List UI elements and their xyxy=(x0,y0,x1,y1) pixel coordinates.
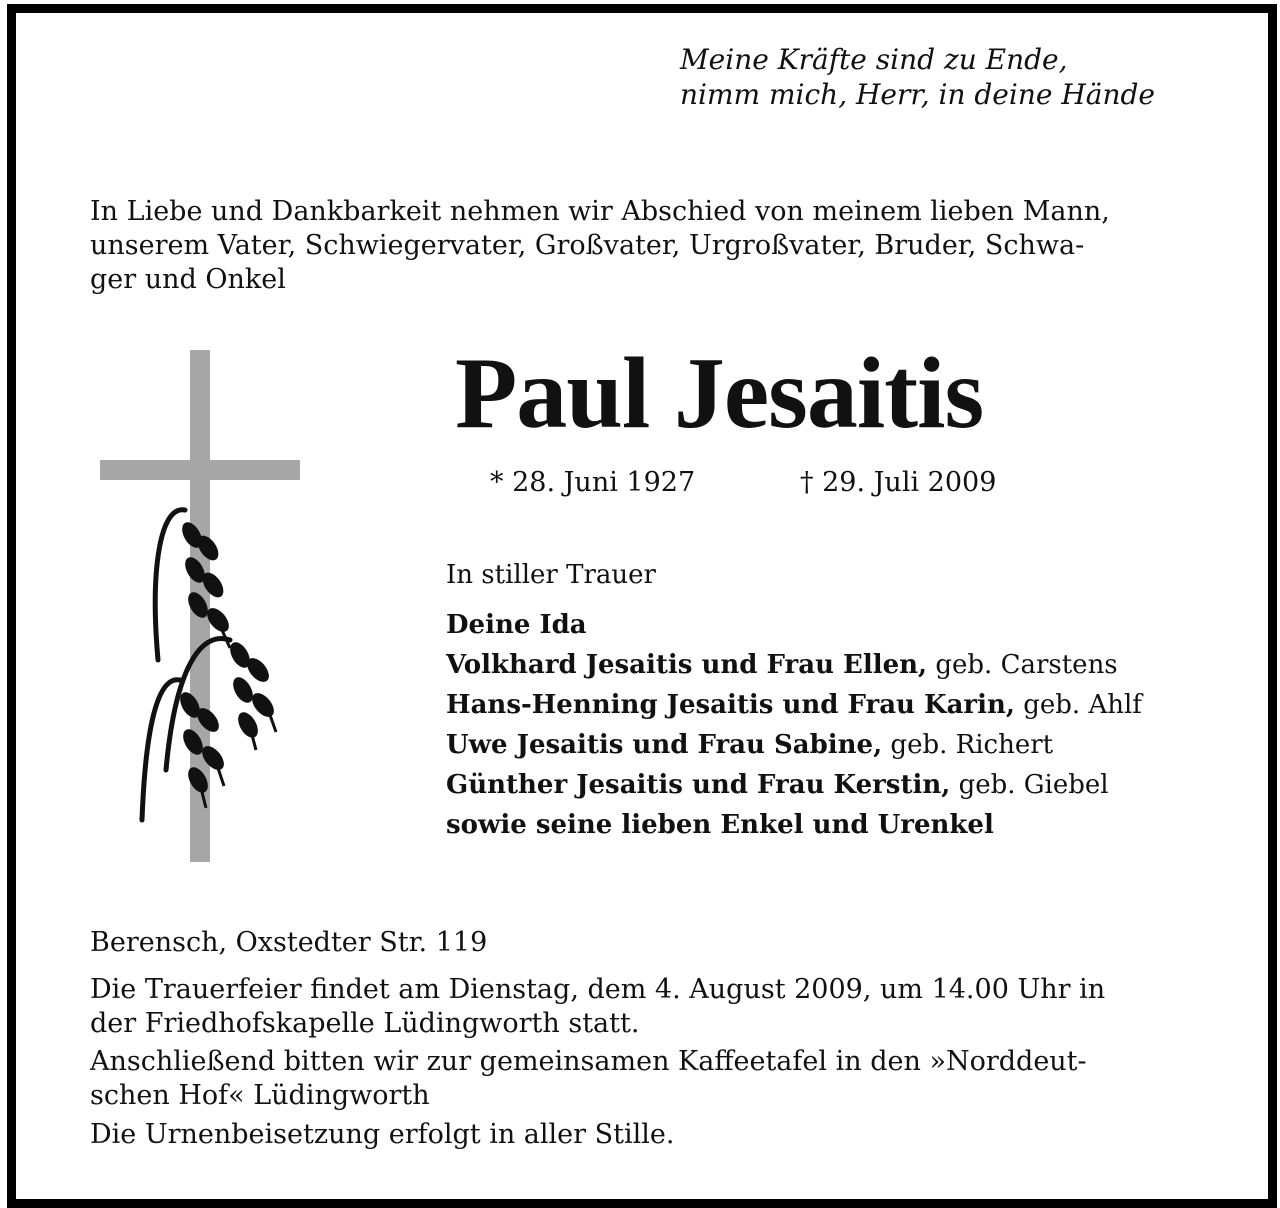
mourner-family: Günther Jesaitis und Frau Kerstin, geb. Giebel xyxy=(446,770,1109,800)
mourner-family: Hans-Henning Jesaitis und Frau Karin, geb. Ahlf xyxy=(446,690,1142,720)
reception-line-1: Anschließend bitten wir zur gemeinsamen Kaffeetafel in den »Norddeut- xyxy=(90,1046,1087,1077)
burial-info: Die Urnenbeisetzung erfolgt in aller Stille. xyxy=(90,1119,675,1150)
verse-line-2: nimm mich, Herr, in deine Hände xyxy=(680,78,1155,111)
ceremony-info xyxy=(90,973,1105,1041)
intro-text xyxy=(90,195,1110,297)
mourner-wife: Deine Ida xyxy=(446,610,587,640)
ceremony-line-2: der Friedhofskapelle Lüdingworth statt. xyxy=(90,1008,640,1039)
intro-line-2: unserem Vater, Schwiegervater, Großvater, Urgroßvater, Bruder, Schwa- xyxy=(90,230,1085,261)
birth-date: * 28. Juni 1927 xyxy=(490,467,696,498)
mourners-heading: In stiller Trauer xyxy=(446,560,656,590)
verse xyxy=(680,42,1155,112)
ceremony-line-1: Die Trauerfeier findet am Dienstag, dem 4. August 2009, um 14.00 Uhr in xyxy=(90,974,1106,1005)
reception-info xyxy=(90,1045,1087,1113)
intro-line-1: In Liebe und Dankbarkeit nehmen wir Abschied von meinem lieben Mann, xyxy=(90,196,1110,227)
reception-line-2: schen Hof« Lüdingworth xyxy=(90,1080,430,1111)
verse-line-1: Meine Kräfte sind zu Ende, xyxy=(680,43,1068,76)
deceased-name: Paul Jesaitis xyxy=(455,337,984,450)
intro-line-3: ger und Onkel xyxy=(90,264,286,295)
mourner-family: Volkhard Jesaitis und Frau Ellen, geb. Carstens xyxy=(446,650,1118,680)
mourners-list xyxy=(446,605,1142,845)
mourner-closing: sowie seine lieben Enkel und Urenkel xyxy=(446,810,994,840)
mourner-family: Uwe Jesaitis und Frau Sabine, geb. Richert xyxy=(446,730,1054,760)
death-date: † 29. Juli 2009 xyxy=(800,467,997,498)
address: Berensch, Oxstedter Str. 119 xyxy=(90,927,488,958)
cross-with-wheat-icon xyxy=(80,330,310,870)
